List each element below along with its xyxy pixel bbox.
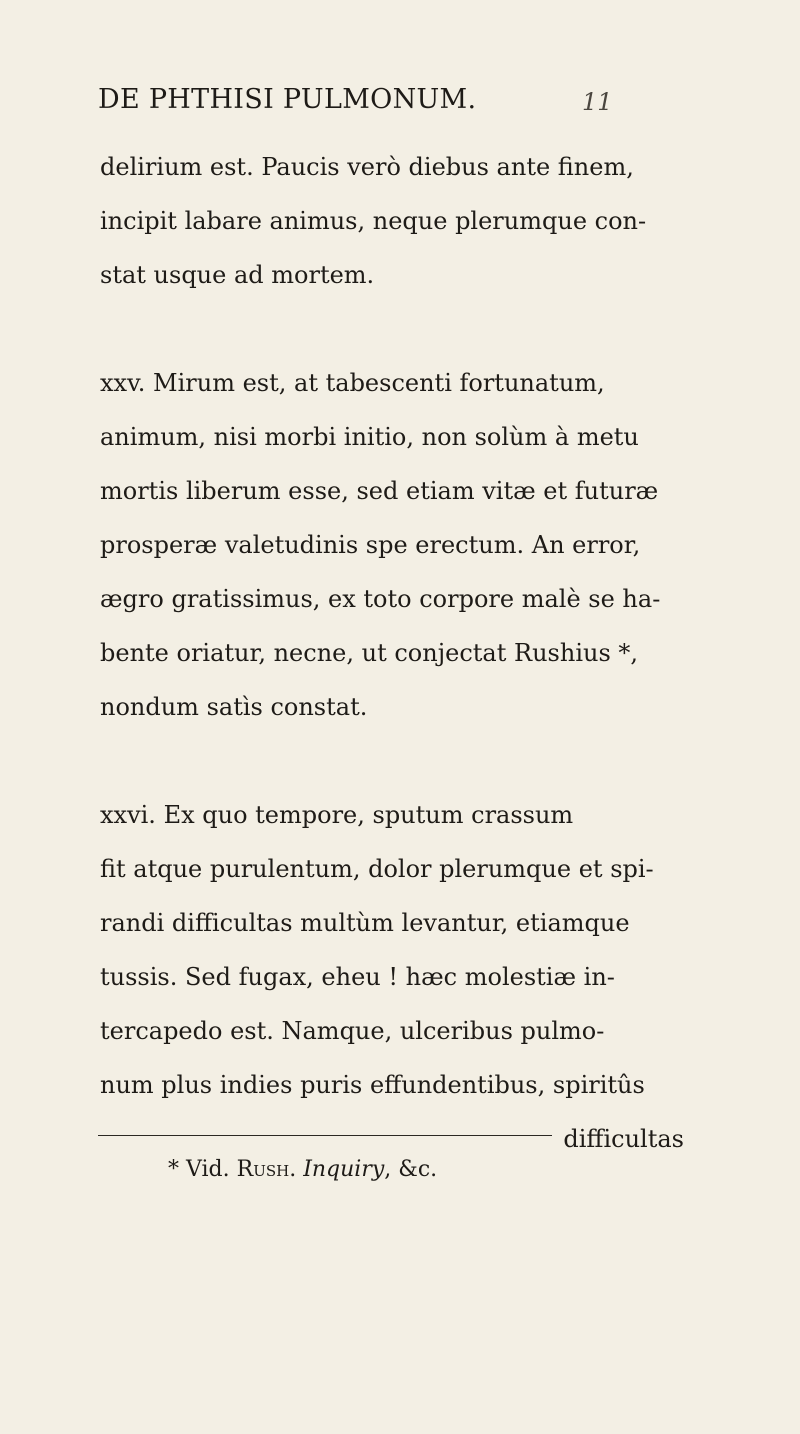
text-line: bente oriatur, necne, ut conjectat Rushius *, (100, 639, 639, 667)
footnote-etc: , &c. (384, 1157, 438, 1182)
text-line: incipit labare animus, neque plerumque con- (100, 207, 647, 235)
page-number: 11 (582, 88, 613, 116)
text-line: nondum satìs constat. (100, 693, 368, 721)
footnote-marker: * (168, 1157, 179, 1182)
paragraph (100, 788, 720, 1112)
text-line: animum, nisi morbi initio, non solùm à metu (100, 423, 639, 451)
text-line: randi difficultas multùm levantur, etiamque (100, 909, 630, 937)
running-head: DE PHTHISI PULMONUM. (98, 84, 477, 115)
catchword: difficultas (563, 1125, 684, 1153)
text-line: prosperæ valetudinis spe erectum. An error, (100, 531, 641, 559)
paragraph (100, 140, 720, 302)
text-line: ægro gratissimus, ex toto corpore malè se ha- (100, 585, 661, 613)
footnote-divider (98, 1135, 552, 1136)
footnote (168, 1157, 437, 1182)
text-line: stat usque ad mortem. (100, 261, 375, 289)
text-line: tercapedo est. Namque, ulceribus pulmo- (100, 1017, 605, 1045)
text-line: xxv. Mirum est, at tabescenti fortunatum, (100, 369, 605, 397)
text-line: mortis liberum esse, sed etiam vitæ et futuræ (100, 477, 659, 505)
text-line: tussis. Sed fugax, eheu ! hæc molestiæ in- (100, 963, 615, 991)
text-line: fit atque purulentum, dolor plerumque et spi- (100, 855, 654, 883)
text-line: xxvi. Ex quo tempore, sputum crassum (100, 801, 574, 829)
paragraph (100, 356, 720, 734)
text-line: delirium est. Paucis verò diebus ante finem, (100, 153, 634, 181)
footnote-author: Rush. (236, 1157, 297, 1182)
footnote-vid: Vid. (186, 1157, 230, 1182)
footnote-title: Inquiry (303, 1157, 385, 1182)
text-line: num plus indies puris effundentibus, spiritûs (100, 1071, 645, 1099)
body-text (100, 140, 720, 1166)
